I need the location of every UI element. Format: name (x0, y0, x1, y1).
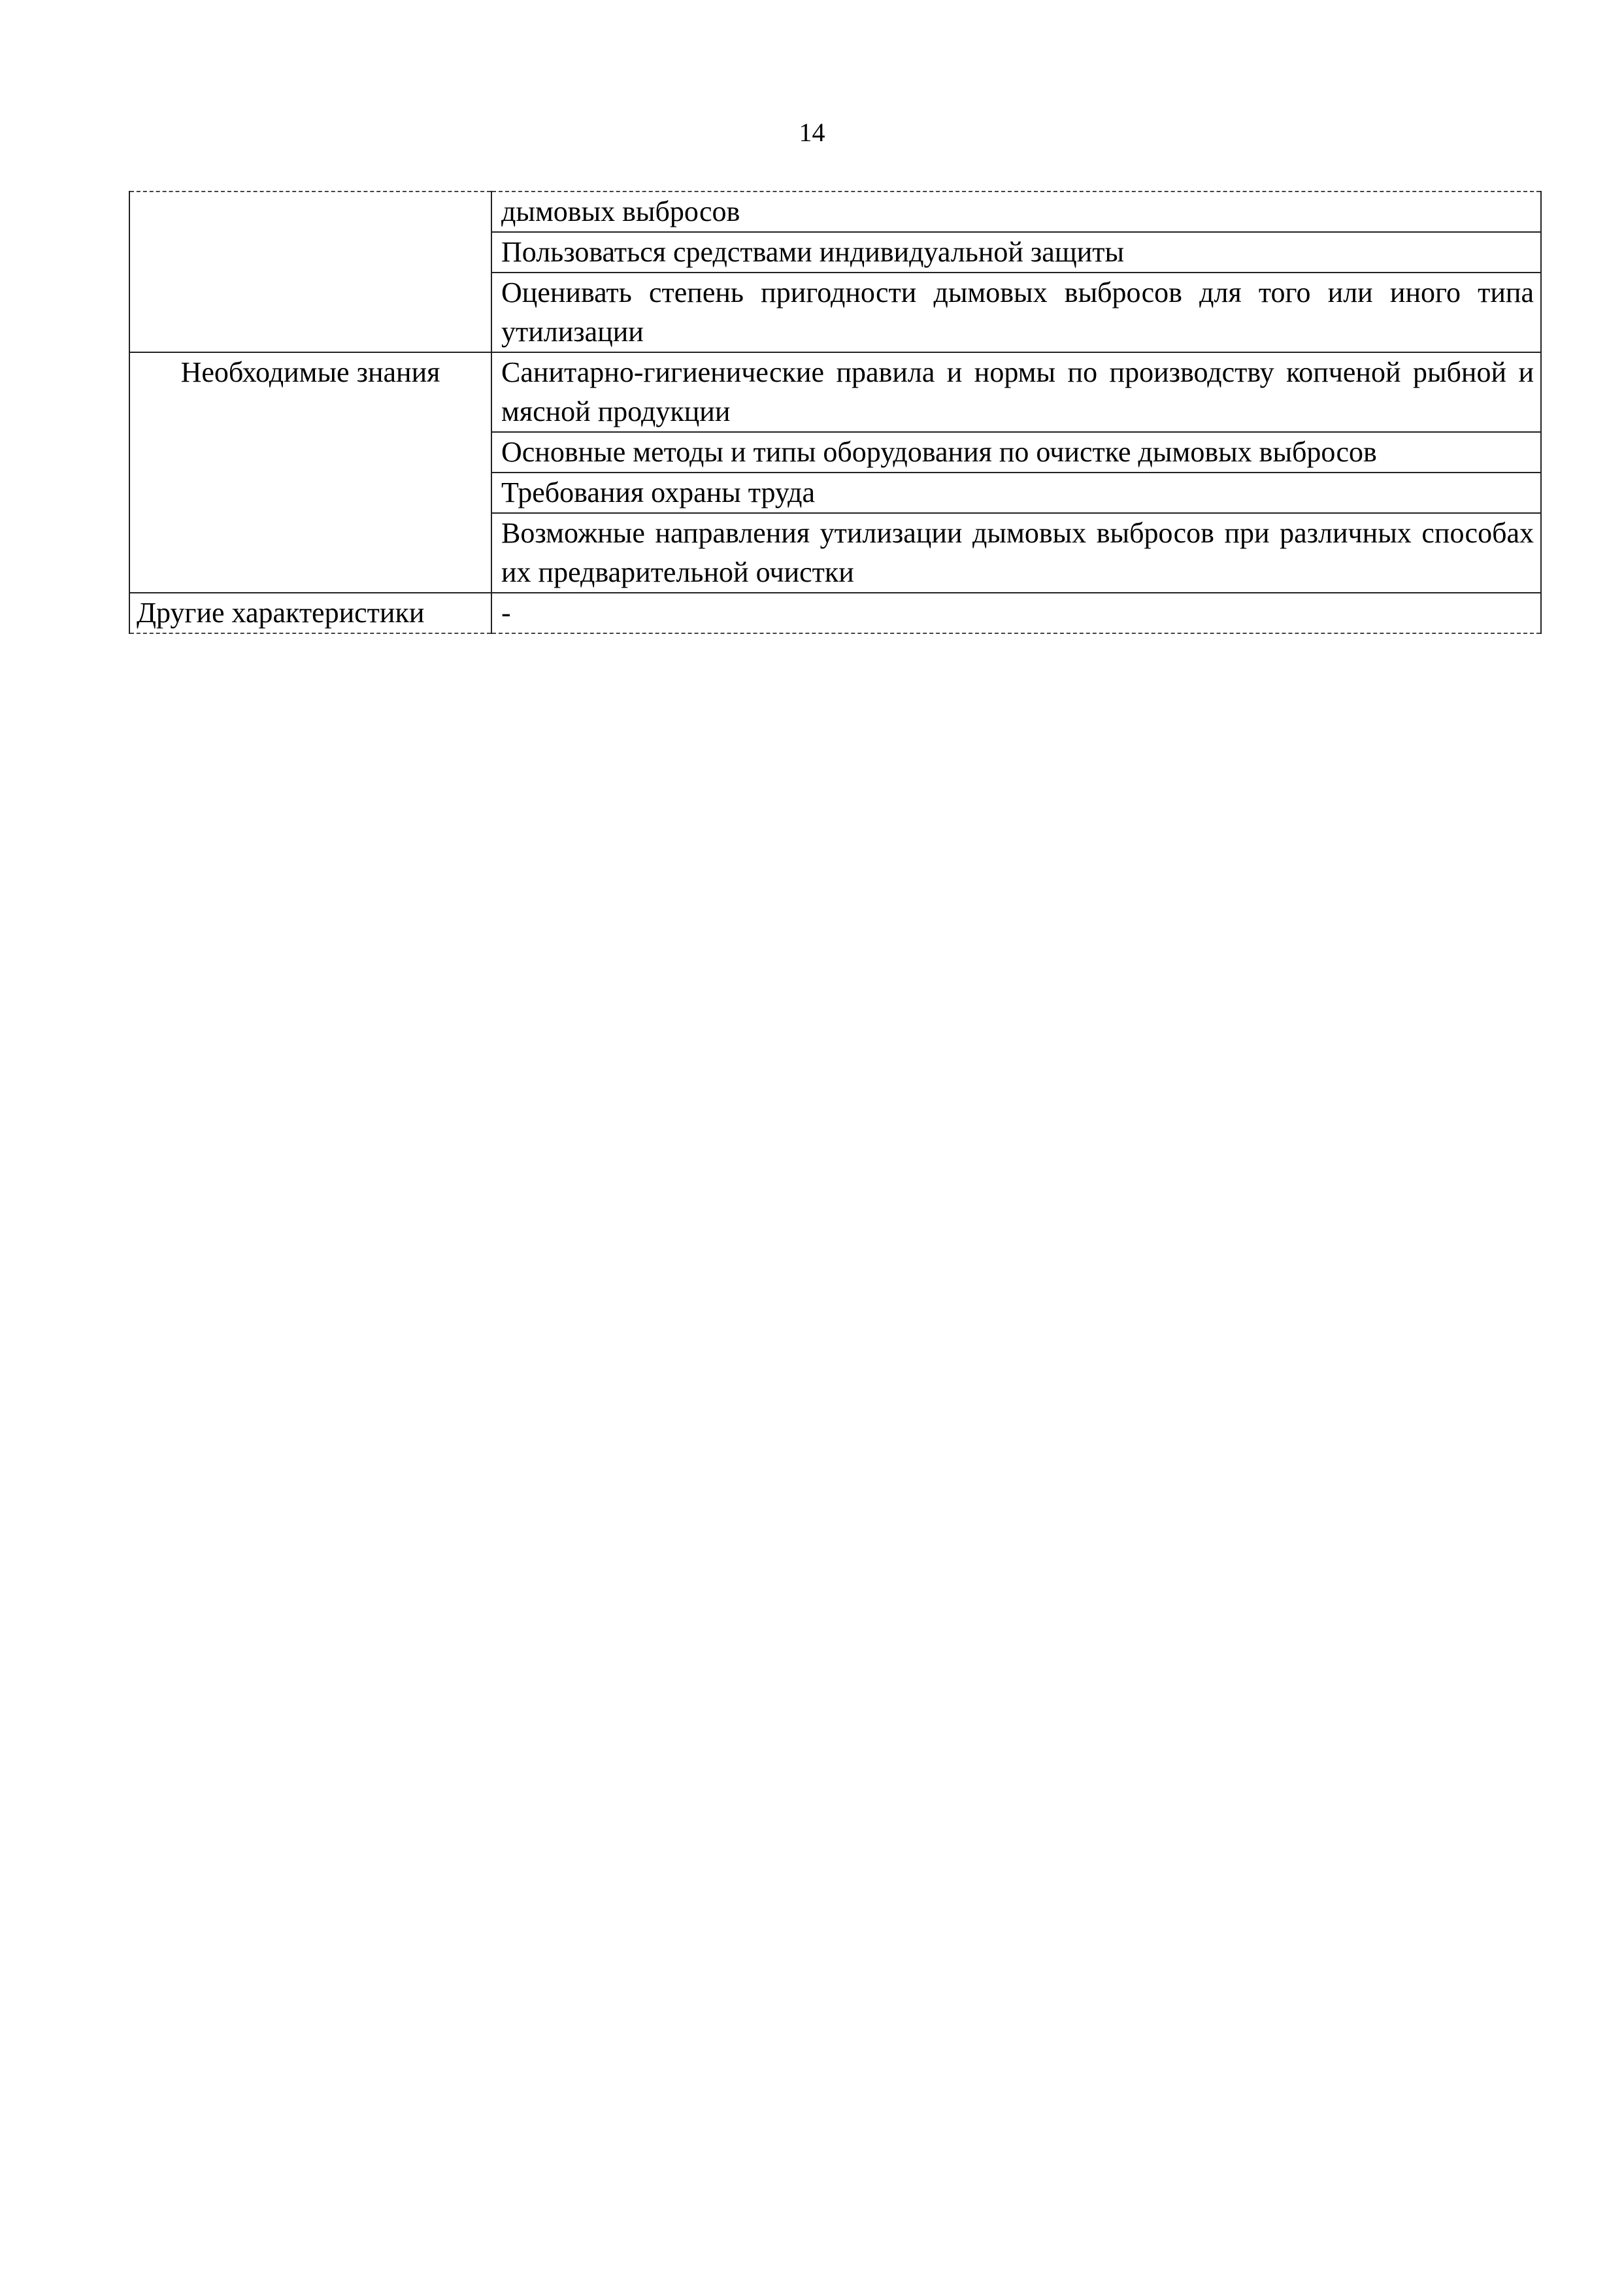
skill-item: дымовых выбросов (491, 191, 1541, 232)
other-label: Другие характеристики (129, 593, 491, 633)
knowledge-label: Необходимые знания (129, 352, 491, 593)
skill-item: Пользоваться средствами индивидуальной защиты (491, 232, 1541, 273)
knowledge-item: Требования охраны труда (491, 473, 1541, 513)
table-row (129, 593, 1541, 633)
other-value: - (491, 593, 1541, 633)
skill-item: Оценивать степень пригодности дымовых выбросов для того или иного типа утилизации (491, 273, 1541, 352)
table-row (129, 191, 1541, 232)
knowledge-item: Возможные направления утилизации дымовых выбросов при различных способах их предварительной очистки (491, 513, 1541, 593)
knowledge-item: Основные методы и типы оборудования по очистке дымовых выбросов (491, 432, 1541, 473)
table-row (129, 352, 1541, 432)
page-number: 14 (799, 118, 825, 147)
knowledge-item: Санитарно-гигиенические правила и нормы по производству копченой рыбной и мясной продукции (491, 352, 1541, 432)
characteristics-table (129, 191, 1542, 634)
skills-label-cell (129, 191, 491, 352)
